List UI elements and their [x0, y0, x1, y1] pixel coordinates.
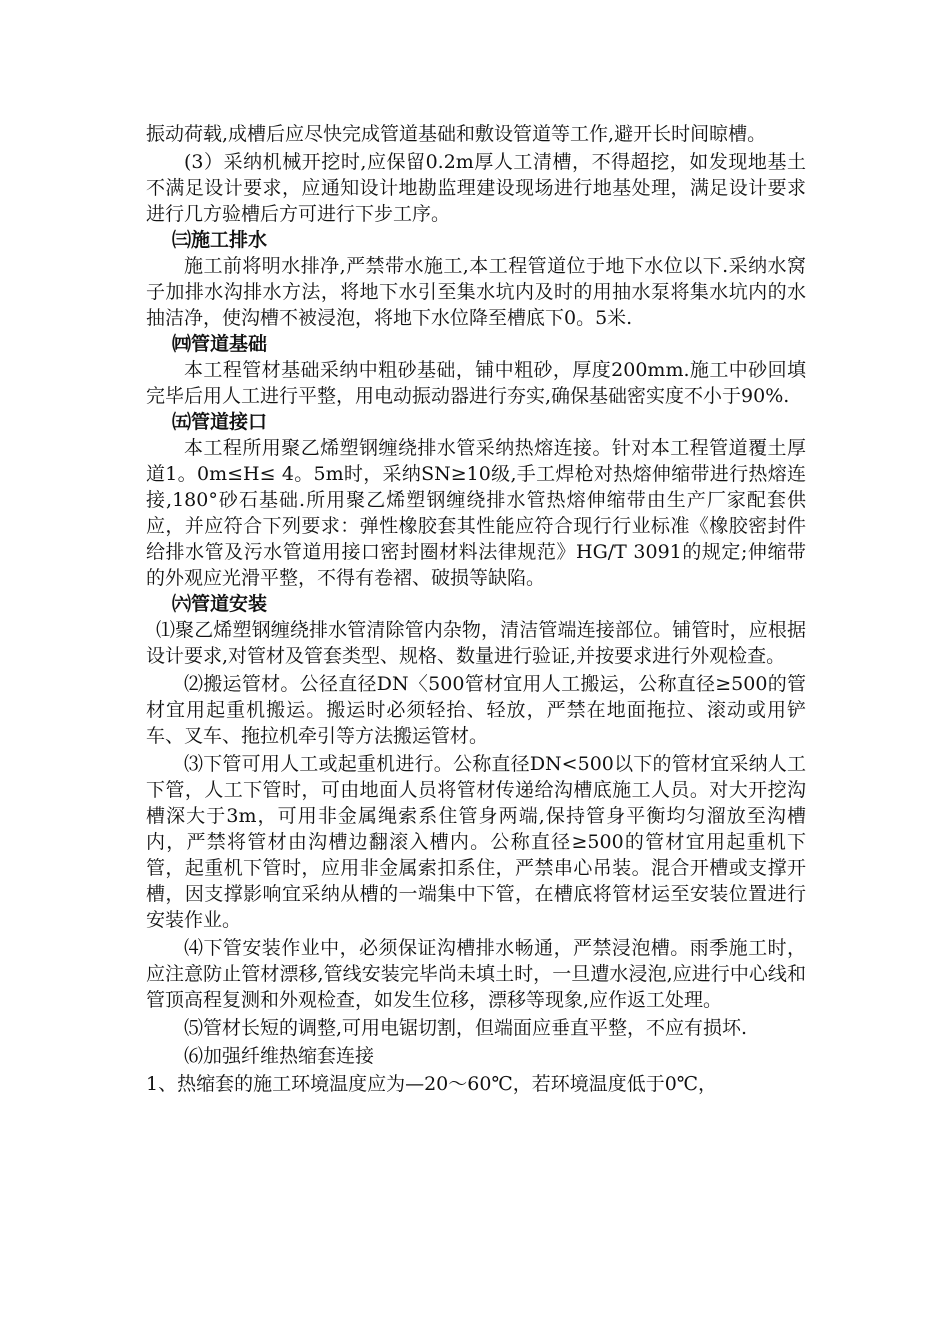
heading-pipe-joint: ㈤管道接口 — [172, 411, 268, 433]
paragraph-install-4: ⑷下管安装作业中，必须保证沟槽排水畅通，严禁浸泡槽。雨季施工时，应注意防止管材漂移,管线安装完毕尚未填土时，一旦遭水浸泡,应进行中心线和管顶高程复测和外观检查，如发生位移，漂移等现象,应作返工处理。 — [146, 937, 806, 1011]
paragraph-excavation: (3）采纳机械开挖时,应保留0.2m厚人工清槽，不得超挖，如发现地基土不满足设计要求，应通知设计地勘监理建设现场进行地基处理，满足设计要求进行几方验槽后方可进行下步工序。 — [146, 151, 806, 225]
heading-pipe-install: ㈥管道安装 — [172, 593, 268, 615]
heading-drainage: ㈢施工排水 — [172, 229, 268, 251]
paragraph-pipe-foundation: 本工程管材基础采纳中粗砂基础，铺中粗砂，厚度200mm.施工中砂回填完毕后用人工进行平整，用电动振动器进行夯实,确保基础密实度不小于90%. — [146, 359, 806, 407]
heading-pipe-foundation: ㈣管道基础 — [172, 333, 268, 355]
paragraph-heat-shrink-1: 1、热缩套的施工环境温度应为—20～60℃，若环境温度低于0℃， — [146, 1073, 718, 1095]
paragraph-continuation: 振动荷载,成槽后应尽快完成管道基础和敷设管道等工作,避开长时间晾槽。 — [146, 123, 767, 145]
document-body — [146, 121, 806, 1097]
paragraph-pipe-joint: 本工程所用聚乙烯塑钢缠绕排水管采纳热熔连接。针对本工程管道覆土厚道1。0m≤H≤ 4。5m时，采纳SN≥10级,手工焊枪对热熔伸缩带进行热熔连接,180°砂石基础.所用聚乙烯塑钢缠绕排水管热熔伸缩带由生产厂家配套供应，并应符合下列要求：弹性橡胶套其性能应符合现行行业标准《橡胶密封件给排水管及污水管道用接口密封圈材料法律规范》HG/T 3091的规定;伸缩带的外观应光滑平整，不得有卷褶、破损等缺陷。 — [146, 437, 806, 589]
paragraph-install-5: ⑸管材长短的调整,可用电锯切割，但端面应垂直平整，不应有损坏. — [184, 1017, 748, 1039]
paragraph-install-3: ⑶下管可用人工或起重机进行。公称直径DN<500以下的管材宜采纳人工下管，人工下管时，可由地面人员将管材传递给沟槽底施工人员。对大开挖沟槽深大于3m，可用非金属绳索系住管身两端,保持管身平衡均匀溜放至沟槽内，严禁将管材由沟槽边翻滚入槽内。公称直径≥500的管材宜用起重机下管，起重机下管时，应用非金属索扣系住，严禁串心吊装。混合开槽或支撑开槽，因支撑影响宜采纳从槽的一端集中下管，在槽底将管材运至安装位置进行安装作业。 — [146, 753, 806, 931]
paragraph-install-1: ⑴聚乙烯塑钢缠绕排水管清除管内杂物，清洁管端连接部位。铺管时，应根据设计要求,对管材及管套类型、规格、数量进行验证,并按要求进行外观检查。 — [146, 619, 806, 667]
paragraph-install-2: ⑵搬运管材。公径直径DN〈500管材宜用人工搬运，公称直径≥500的管材宜用起重机搬运。搬运时必须轻抬、轻放，严禁在地面拖拉、滚动或用铲车、叉车、拖拉机牵引等方法搬运管材。 — [146, 673, 806, 747]
paragraph-drainage: 施工前将明水排净,严禁带水施工,本工程管道位于地下水位以下.采纳水窝子加排水沟排水方法，将地下水引至集水坑内及时的用抽水泵将集水坑内的水抽洁净，使沟槽不被浸泡，将地下水位降至槽底下0。5米. — [146, 255, 806, 329]
paragraph-install-6: ⑹加强纤维热缩套连接 — [184, 1045, 375, 1067]
